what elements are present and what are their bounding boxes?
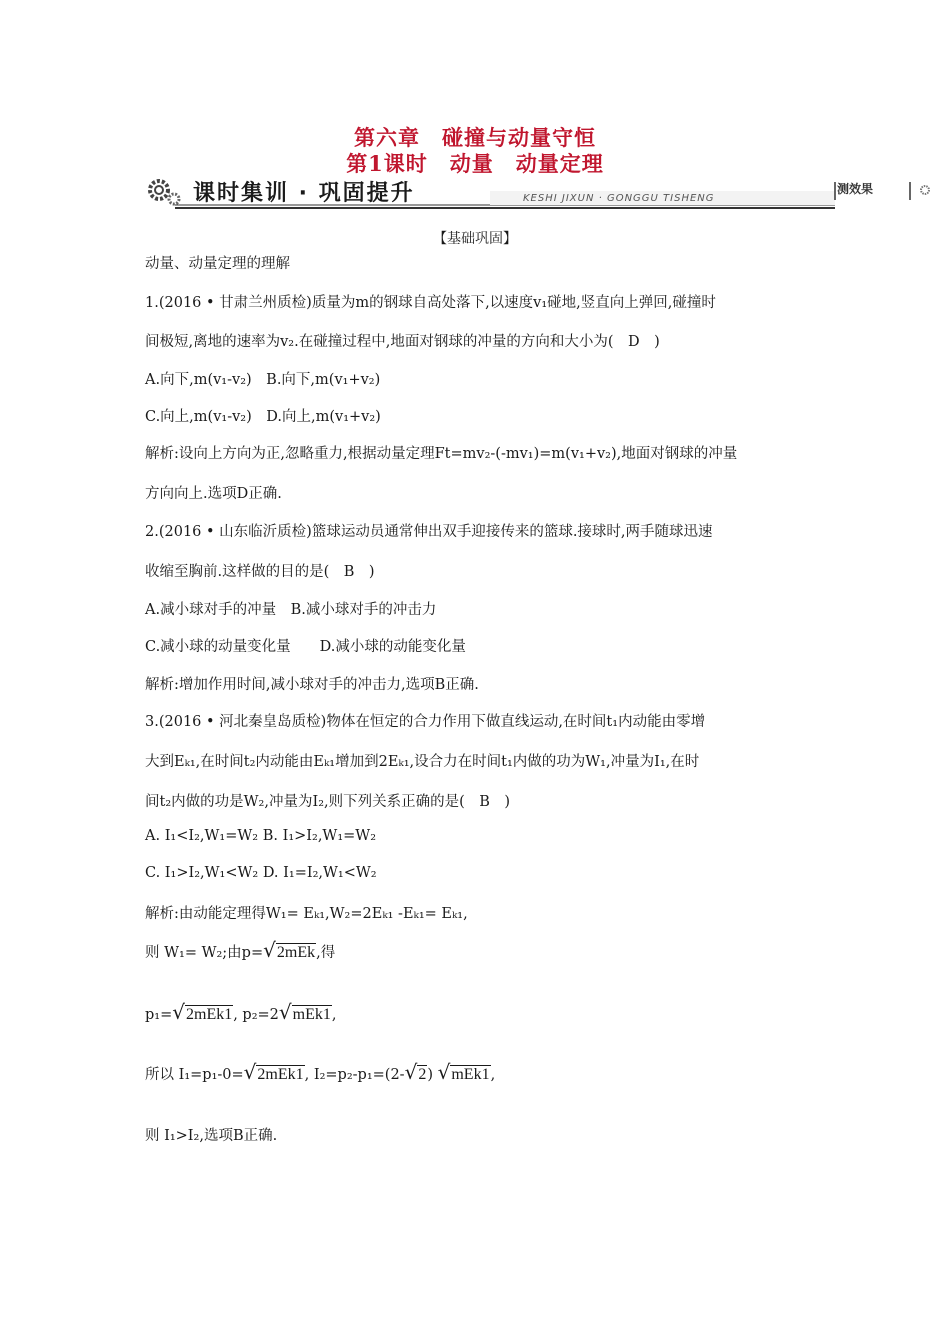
formula-text: , [331, 1007, 337, 1023]
q2-stem-line1: 2.(2016 • 山东临沂质检)篮球运动员通常伸出双手迎接传来的篮球.接球时,两手随球迅速 [145, 524, 713, 540]
sqrt-expression: √2mEk [263, 938, 316, 962]
q1-options-ab: A.向下,m(v₁-v₂) B.向下,m(v₁+v₂) [145, 372, 381, 388]
q1-stem-line1: 1.(2016 • 甘肃兰州质检)质量为m的钢球自高处落下,以速度v₁碰地,竖直向上弹回,碰撞时 [145, 295, 716, 311]
section-banner [145, 176, 935, 210]
formula-text: 所以 I₁=p₁-0= [145, 1067, 244, 1083]
topic-heading: 动量、动量定理的理解 [145, 256, 290, 272]
sqrt-expression: √2 [404, 1060, 427, 1084]
q3-explanation-line5: 则 I₁>I₂,选项B正确. [145, 1128, 278, 1144]
sqrt-expression: √mEk1 [437, 1060, 490, 1084]
q3-stem-line3: 间t₂内做的功是W₂,冲量为I₂,则下列关系正确的是( B ) [145, 794, 511, 810]
q3-options-ab: A. I₁<I₂,W₁=W₂ B. I₁>I₂,W₁=W₂ [145, 828, 377, 844]
formula-text: ) [427, 1067, 433, 1083]
q3-explanation-line4 [145, 1060, 495, 1084]
q2-options-ab: A.减小球对手的冲量 B.减小球对手的冲击力 [145, 602, 437, 618]
sqrt-expression: √mEk1 [278, 1000, 331, 1024]
banner-title: 课时集训 · 巩固提升 [193, 181, 415, 206]
q3-options-cd: C. I₁>I₂,W₁<W₂ D. I₁=I₂,W₁<W₂ [145, 865, 377, 881]
q1-explanation-line1: 解析:设向上方向为正,忽略重力,根据动量定理Ft=mv₂-(-mv₁)=m(v₁+v₂),地面对钢球的冲量 [145, 446, 738, 462]
chapter-title: 第六章 碰撞与动量守恒 [354, 125, 596, 150]
q1-explanation-line2: 方向向上.选项D正确. [145, 486, 282, 502]
banner-subtitle: KESHI JIXUN · GONGGU TISHENG [523, 193, 715, 204]
q3-stem-line1: 3.(2016 • 河北秦皇岛质检)物体在恒定的合力作用下做直线运动,在时间t₁内动能由零增 [145, 714, 706, 730]
formula-text: ,得 [316, 945, 336, 961]
formula-text: , [490, 1067, 496, 1083]
q1-options-cd: C.向上,m(v₁-v₂) D.向上,m(v₁+v₂) [145, 409, 381, 425]
q3-explanation-line1: 解析:由动能定理得W₁= Eₖ₁,W₂=2Eₖ₁ -Eₖ₁= Eₖ₁, [145, 906, 468, 922]
formula-text: , I₂=p₂-p₁=(2- [304, 1067, 405, 1083]
q3-stem-line2: 大到Eₖ₁,在时间t₂内动能由Eₖ₁增加到2Eₖ₁,设合力在时间t₁内做的功为W₁,冲量为I₁,在时 [145, 754, 700, 770]
formula-text: , p₂=2 [233, 1007, 279, 1023]
banner-tag: 测效果 [837, 182, 874, 196]
q3-explanation-line2 [145, 938, 335, 962]
sqrt-expression: √2mEk1 [243, 1060, 304, 1084]
q3-explanation-line3 [145, 1000, 337, 1024]
q2-explanation: 解析:增加作用时间,减小球对手的冲击力,选项B正确. [145, 677, 479, 693]
q2-options-cd: C.减小球的动量变化量 D.减小球的动能变化量 [145, 639, 466, 655]
formula-text: 则 W₁= W₂;由p= [145, 945, 264, 961]
formula-text: p₁= [145, 1007, 173, 1023]
lesson-title: 第1课时 动量 动量定理 [346, 151, 604, 176]
q2-stem-line2: 收缩至胸前.这样做的目的是( B ) [145, 564, 375, 580]
section-heading: 【基础巩固】 [433, 231, 517, 247]
sqrt-expression: √2mEk1 [172, 1000, 233, 1024]
q1-stem-line2: 间极短,离地的速率为v₂.在碰撞过程中,地面对钢球的冲量的方向和大小为( D ) [145, 334, 660, 350]
